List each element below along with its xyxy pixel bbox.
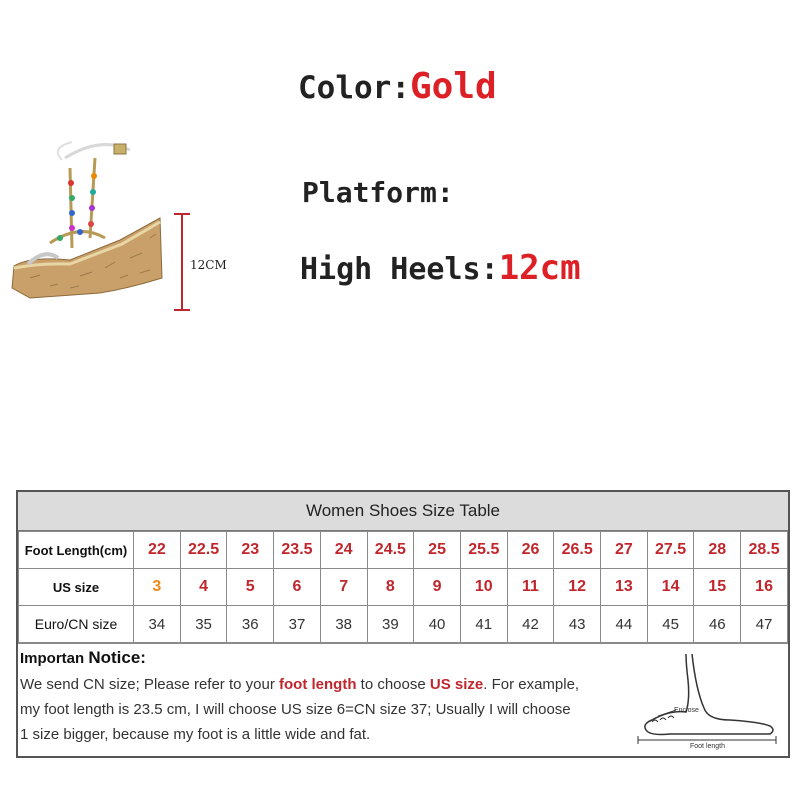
foot-length-highlight: foot length — [279, 676, 357, 693]
us-size-highlight: US size — [429, 676, 484, 693]
size-grid — [18, 531, 788, 643]
notice-heading-prefix: Importan — [20, 650, 89, 667]
foot-length-diagram-label: Foot length — [690, 743, 726, 750]
euro-size-row — [19, 606, 788, 643]
color-spec — [298, 66, 497, 107]
euro-size-cell: 38 — [320, 606, 367, 643]
us-size-cell: 16 — [741, 569, 788, 606]
foot-length-cell: 28.5 — [741, 532, 788, 569]
euro-size-cell: 45 — [647, 606, 694, 643]
us-size-cell: 4 — [180, 569, 227, 606]
height-marker-label: 12CM — [190, 258, 227, 272]
foot-length-cell: 26.5 — [554, 532, 601, 569]
foot-length-cell: 23.5 — [274, 532, 321, 569]
us-size-cell: 13 — [601, 569, 648, 606]
notice-heading — [20, 648, 146, 668]
us-size-cell: 8 — [367, 569, 414, 606]
notice-section — [18, 643, 788, 756]
color-label: Color: — [298, 70, 410, 106]
us-size-cell: 9 — [414, 569, 461, 606]
us-size-label: US size — [19, 569, 134, 606]
foot-length-cell: 26 — [507, 532, 554, 569]
notice-line-1 — [20, 672, 620, 697]
heel-spec — [300, 248, 581, 288]
foot-length-cell: 25.5 — [460, 532, 507, 569]
size-table — [16, 490, 790, 758]
us-size-cell: 5 — [227, 569, 274, 606]
euro-size-cell: 40 — [414, 606, 461, 643]
notice-line-1-c: . For example, — [483, 676, 580, 693]
foot-length-cell: 22 — [134, 532, 181, 569]
heel-label: High Heels: — [300, 252, 499, 287]
us-size-cell: 7 — [320, 569, 367, 606]
euro-size-cell: 35 — [180, 606, 227, 643]
notice-line-1-b: to choose — [356, 676, 430, 693]
notice-text — [20, 672, 620, 747]
notice-heading-word: Notice: — [88, 648, 146, 667]
size-table-title: Women Shoes Size Table — [18, 492, 788, 531]
euro-size-cell: 39 — [367, 606, 414, 643]
foot-length-label: Foot Length(cm) — [19, 532, 134, 569]
foot-length-cell: 27.5 — [647, 532, 694, 569]
foot-length-cell: 28 — [694, 532, 741, 569]
us-size-cell: 10 — [460, 569, 507, 606]
platform-spec — [302, 176, 454, 209]
foot-length-cell: 25 — [414, 532, 461, 569]
us-size-row — [19, 569, 788, 606]
notice-line-3: 1 size bigger, because my foot is a little wide and fat. — [20, 726, 371, 743]
wedge-sandal-image — [10, 128, 180, 318]
euro-size-cell: 42 — [507, 606, 554, 643]
euro-size-cell: 46 — [694, 606, 741, 643]
foot-length-cell: 24.5 — [367, 532, 414, 569]
euro-size-cell: 36 — [227, 606, 274, 643]
euro-size-cell: 37 — [274, 606, 321, 643]
us-size-cell: 15 — [694, 569, 741, 606]
euro-size-cell: 43 — [554, 606, 601, 643]
euro-size-cell: 34 — [134, 606, 181, 643]
color-value: Gold — [409, 66, 497, 107]
euro-size-cell: 44 — [601, 606, 648, 643]
notice-line-1-a: We send CN size; Please refer to your — [20, 676, 279, 693]
notice-line-2: my foot length is 23.5 cm, I will choose US size 6=CN size 37; Usually I will choose — [20, 701, 571, 718]
foot-length-cell: 23 — [227, 532, 274, 569]
platform-label: Platform: — [302, 176, 454, 209]
us-size-cell: 6 — [274, 569, 321, 606]
euro-size-cell: 47 — [741, 606, 788, 643]
heel-value: 12cm — [498, 248, 581, 288]
us-size-cell: 14 — [647, 569, 694, 606]
foot-measure-diagram — [630, 650, 780, 750]
us-size-cell: 3 — [134, 569, 181, 606]
foot-length-row — [19, 532, 788, 569]
foot-length-cell: 24 — [320, 532, 367, 569]
euro-size-label: Euro/CN size — [19, 606, 134, 643]
euro-size-cell: 41 — [460, 606, 507, 643]
foot-length-cell: 22.5 — [180, 532, 227, 569]
us-size-cell: 12 — [554, 569, 601, 606]
enclose-label: Enclose — [674, 707, 699, 714]
foot-length-cell: 27 — [601, 532, 648, 569]
us-size-cell: 11 — [507, 569, 554, 606]
